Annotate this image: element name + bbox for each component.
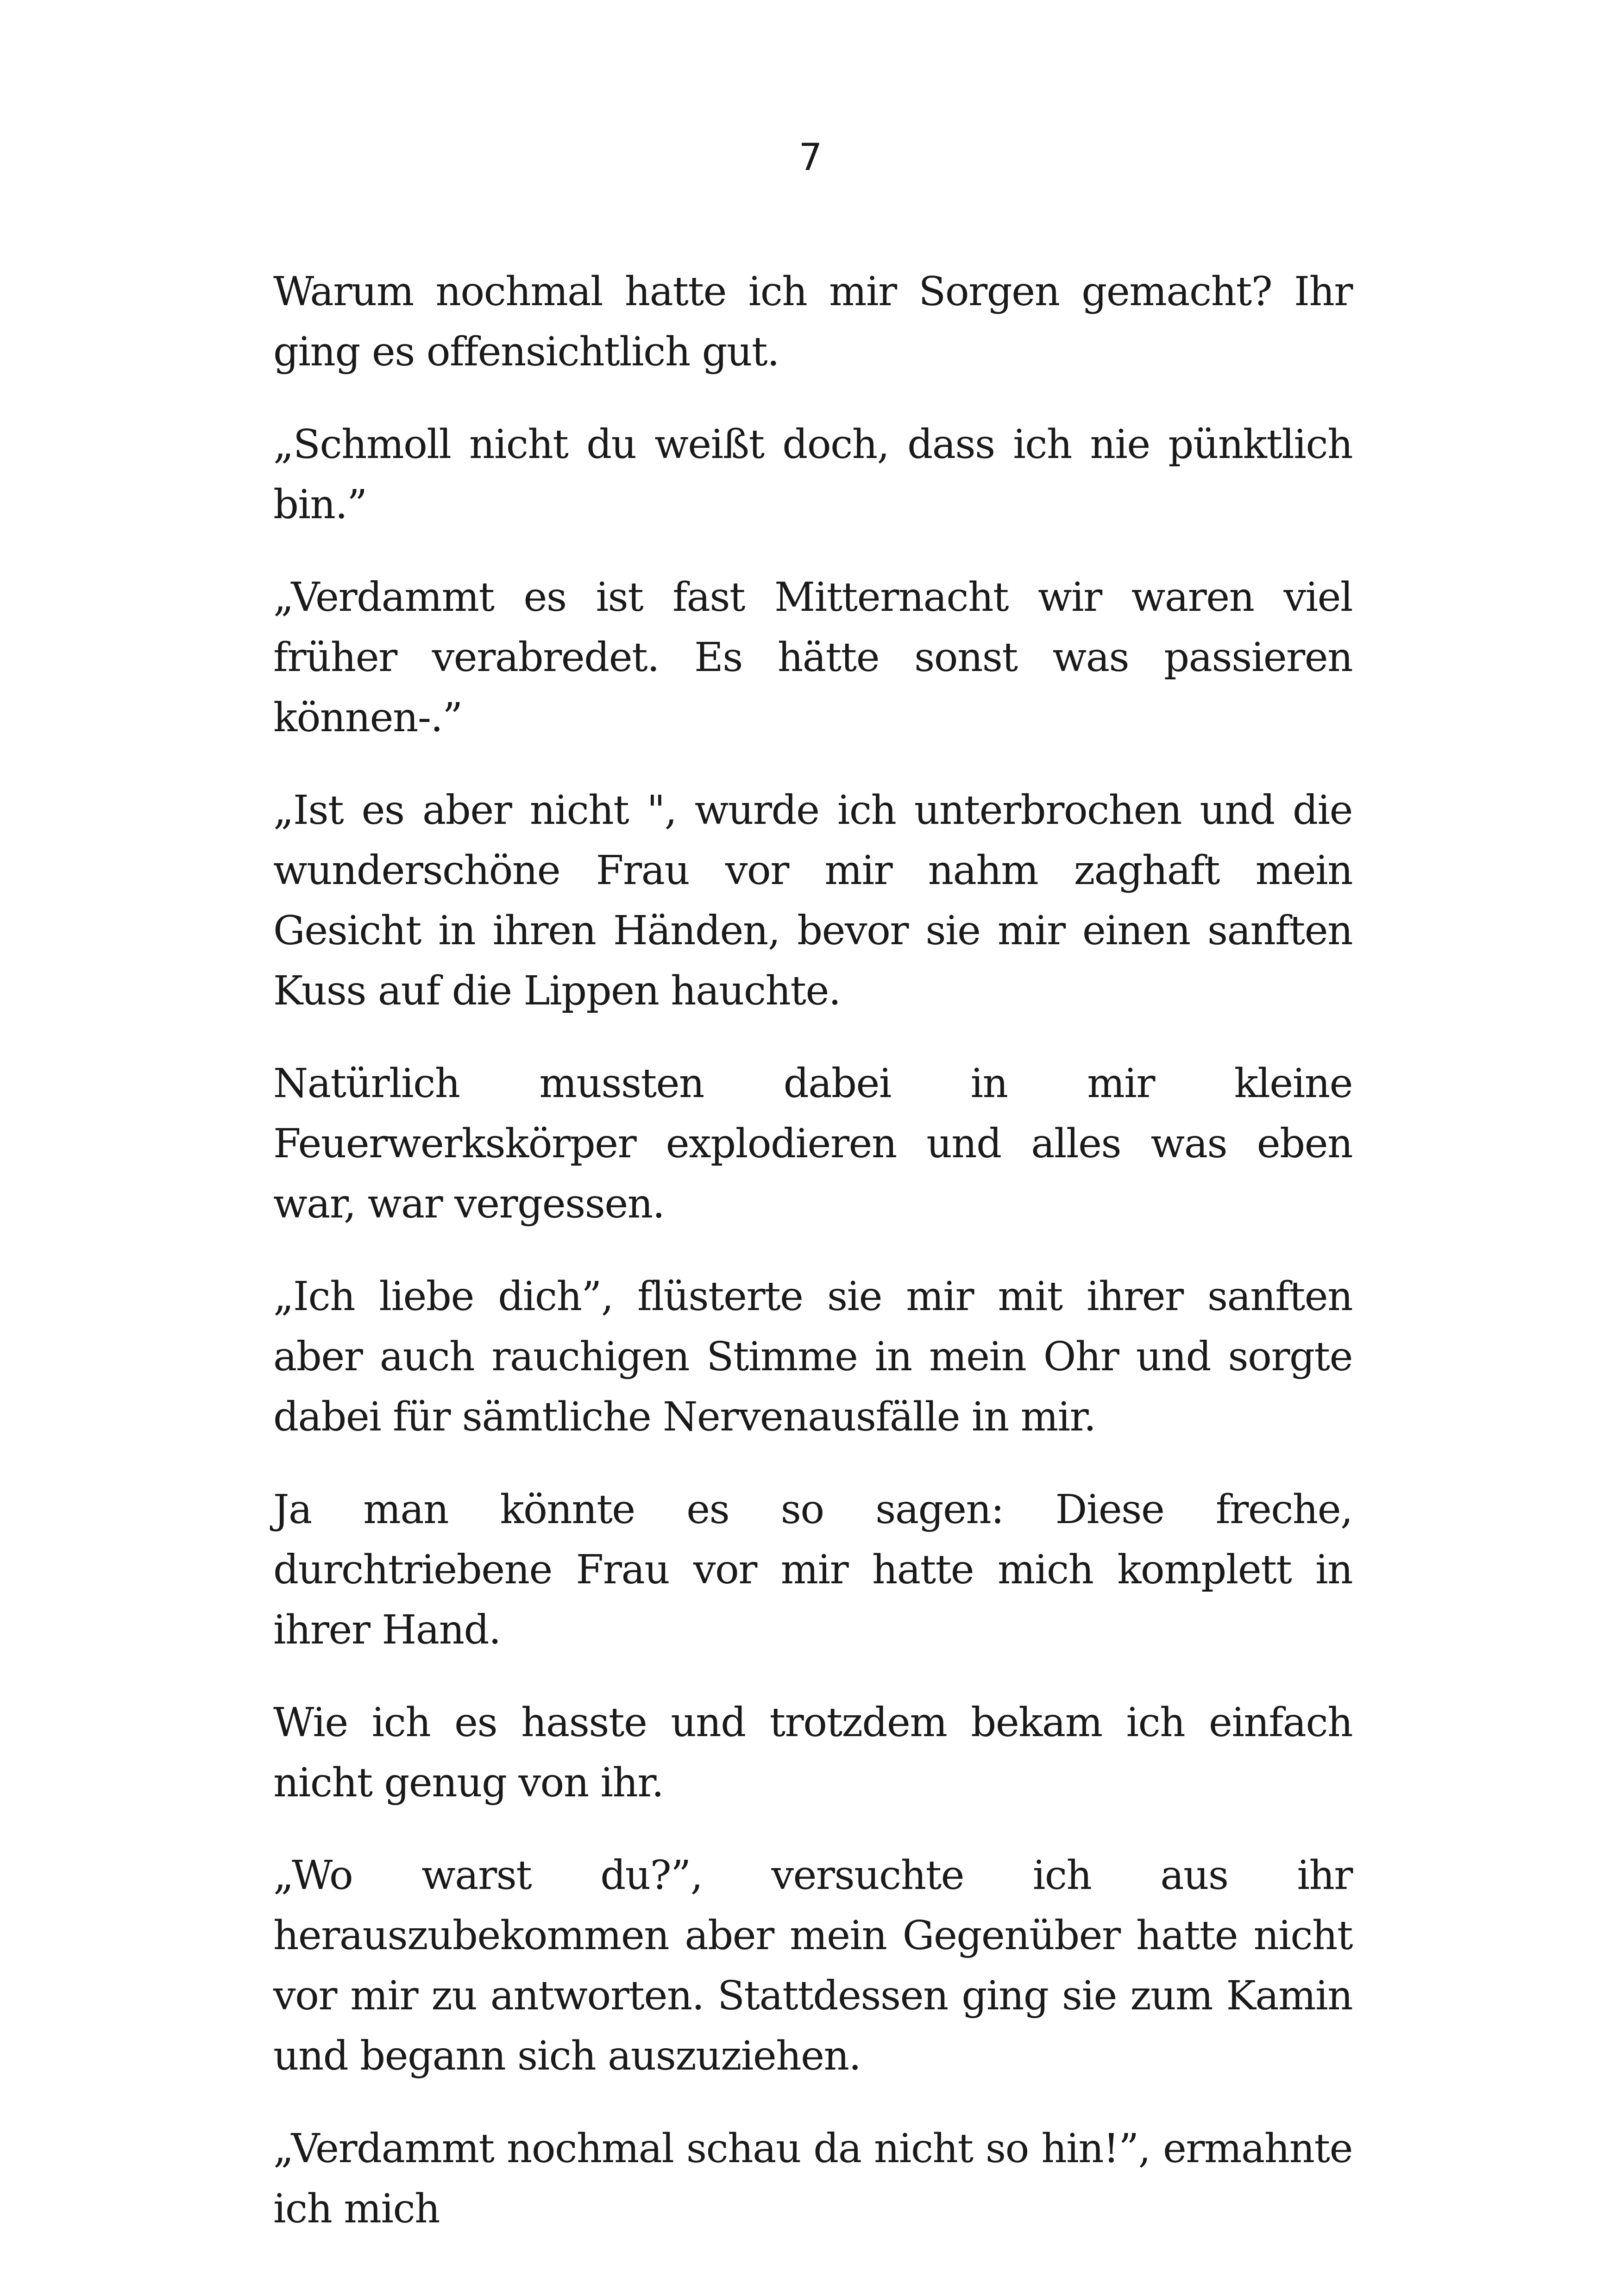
- paragraph: Wie ich es hasste und trotzdem bekam ich einfach nicht genug von ihr.: [273, 1700, 1352, 1806]
- paragraph: Natürlich mussten dabei in mir kleine Feuerwerkskörper explodieren und alles was eben war, war vergessen.: [273, 1060, 1352, 1227]
- body-text: [273, 262, 1352, 2271]
- paragraph: „Verdammt es ist fast Mitternacht wir waren viel früher verabredet. Es hätte sonst was passieren können-.”: [273, 574, 1352, 741]
- paragraph: „Ich liebe dich”, flüsterte sie mir mit ihrer sanften aber auch rauchigen Stimme in mein Ohr und sorgte dabei für sämtliche Nervenausfälle in mir.: [273, 1273, 1352, 1440]
- paragraph: „Verdammt nochmal schau da nicht so hin!”, ermahnte ich mich: [273, 2126, 1352, 2232]
- paragraph: Ja man könnte es so sagen: Diese freche, durchtriebene Frau vor mir hatte mich komplett in ihrer Hand.: [273, 1487, 1352, 1653]
- paragraph: Warum nochmal hatte ich mir Sorgen gemacht? Ihr ging es offensichtlich gut.: [273, 269, 1352, 375]
- page-number: 7: [798, 136, 823, 179]
- paragraph: „Schmoll nicht du weißt doch, dass ich nie pünktlich bin.”: [273, 421, 1352, 528]
- paragraph: „Ist es aber nicht ", wurde ich unterbrochen und die wunderschöne Frau vor mir nahm zaghaft mein Gesicht in ihren Händen, bevor sie mir einen sanften Kuss auf die Lippen hauchte.: [273, 787, 1352, 1014]
- paragraph: „Wo warst du?”, versuchte ich aus ihr herauszubekommen aber mein Gegenüber hatte nicht vor mir zu antworten. Stattdessen ging sie zum Kamin und begann sich auszuziehen.: [273, 1852, 1352, 2079]
